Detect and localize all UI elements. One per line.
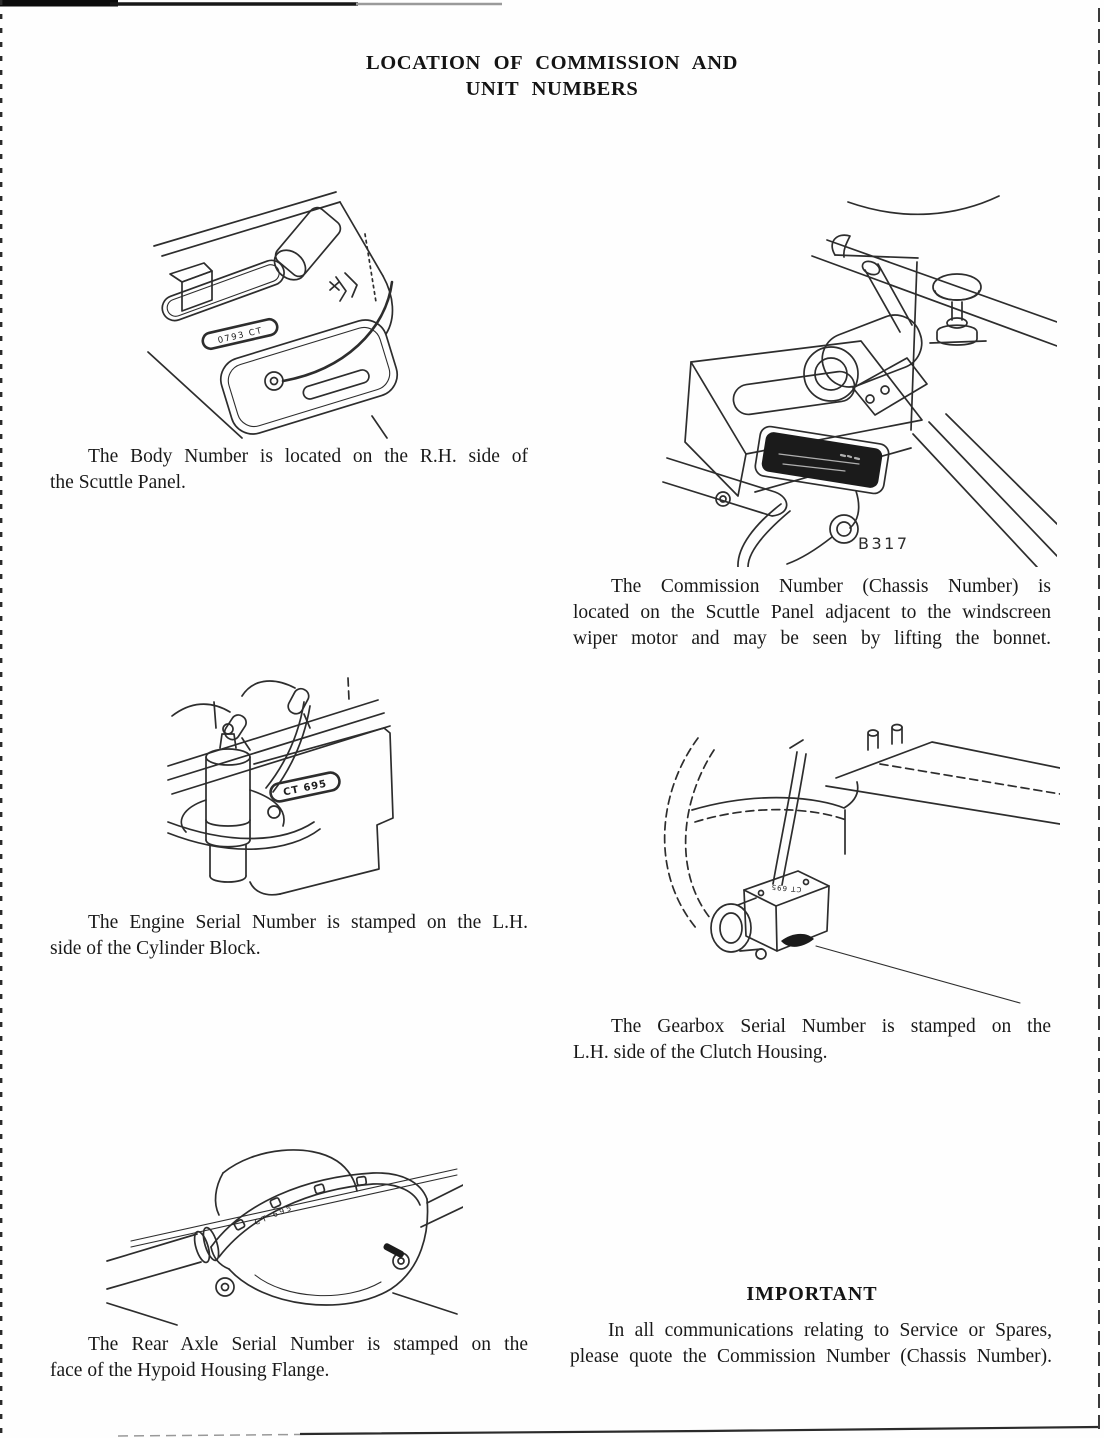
caption-line: The Rear Axle Serial Number is stamped on the — [88, 1334, 528, 1355]
rear-axle-stamp-text: CT 695 — [253, 1202, 295, 1227]
engine-plate-text: CT 695 — [282, 778, 329, 799]
gearbox-stamp-text: CT 695 — [770, 882, 802, 894]
caption-line: the Scuttle Panel. — [50, 472, 186, 493]
page-title-line1: LOCATION OF COMMISSION AND — [365, 52, 739, 74]
page-title-line2: UNIT NUMBERS — [465, 78, 639, 100]
figure-gearbox-illustration — [640, 722, 1060, 1009]
caption-commission-number — [573, 574, 1051, 652]
important-body-line: In all communications relating to Service or Spares, — [608, 1320, 1052, 1341]
caption-rear-axle — [50, 1332, 528, 1384]
caption-line: The Engine Serial Number is stamped on the L.H. — [88, 912, 528, 933]
page-title — [0, 50, 1104, 102]
important-heading: IMPORTANT — [746, 1283, 878, 1305]
caption-line: wiper motor and may be seen by lifting the bonnet. — [573, 628, 1051, 649]
important-body-line: please quote the Commission Number (Chassis Number). — [570, 1346, 1052, 1367]
caption-gearbox — [573, 1014, 1051, 1066]
caption-line: located on the Scuttle Panel adjacent to the windscreen — [573, 602, 1051, 623]
figure-engine-illustration — [152, 672, 450, 909]
caption-line: The Commission Number (Chassis Number) is — [611, 576, 1051, 597]
figure-body-number-illustration — [140, 182, 460, 445]
caption-line: face of the Hypoid Housing Flange. — [50, 1360, 330, 1381]
important-body — [570, 1318, 1052, 1370]
figure-rear-axle-illustration — [105, 1135, 463, 1338]
figure-label-b317: B317 — [858, 534, 910, 553]
caption-line: The Body Number is located on the R.H. side of — [88, 446, 528, 467]
caption-body-number — [50, 444, 528, 496]
figure-commission-number-illustration — [605, 192, 1057, 572]
caption-line: The Gearbox Serial Number is stamped on the — [611, 1016, 1051, 1037]
caption-engine — [50, 910, 528, 962]
caption-line: side of the Cylinder Block. — [50, 938, 261, 959]
body-number-plate-text: 0793 CT — [216, 325, 264, 346]
caption-line: L.H. side of the Clutch Housing. — [573, 1042, 828, 1063]
